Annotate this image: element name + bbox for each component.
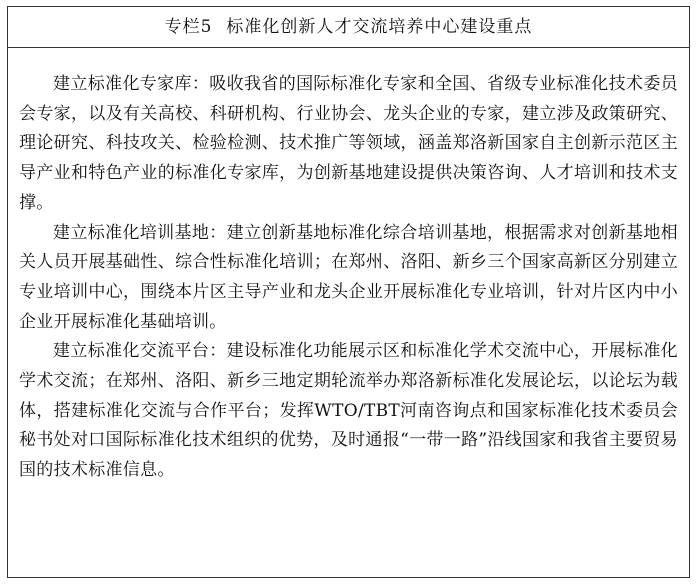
paragraph-exchange-platform: 建立标准化交流平台：建设标准化功能展示区和标准化学术交流中心，开展标准化学术交流；在郑州、洛阳、新乡三地定期轮流举办郑洛新标准化发展论坛，以论坛为载体，搭建标准化交流与合作平台；发挥WTO/TBT河南咨询点和国家标准化技术委员会秘书处对口国际标准化技术组织的优势，及时通报“一带一路”沿线国家和我省主要贸易国的技术标准信息。 — [19, 341, 678, 481]
box-title — [8, 7, 689, 48]
box-heading: 标准化创新人才交流培养中心建设重点 — [226, 17, 533, 37]
box-body — [8, 48, 689, 486]
column-box — [7, 6, 690, 578]
paragraph-expert-pool: 建立标准化专家库：吸收我省的国际标准化专家和全国、省级专业标准化技术委员会专家，以及有关高校、科研机构、行业协会、龙头企业的专家，建立涉及政策研究、理论研究、科技攻关、检验检测、技术推广等领域，涵盖郑洛新国家自主创新示范区主导产业和特色产业的标准化专家库，为创新基地建设提供决策咨询、人才培训和技术支撑。 — [19, 74, 678, 213]
box-label: 专栏5 — [164, 17, 213, 37]
paragraph-training-base: 建立标准化培训基地：建立创新基地标准化综合培训基地，根据需求对创新基地相关人员开展基础性、综合性标准化培训；在郑州、洛阳、新乡三个国家高新区分别建立专业培训中心，围绕本片区主导产业和龙头企业开展标准化专业培训，针对片区内中小企业开展标准化基础培训。 — [19, 222, 678, 332]
